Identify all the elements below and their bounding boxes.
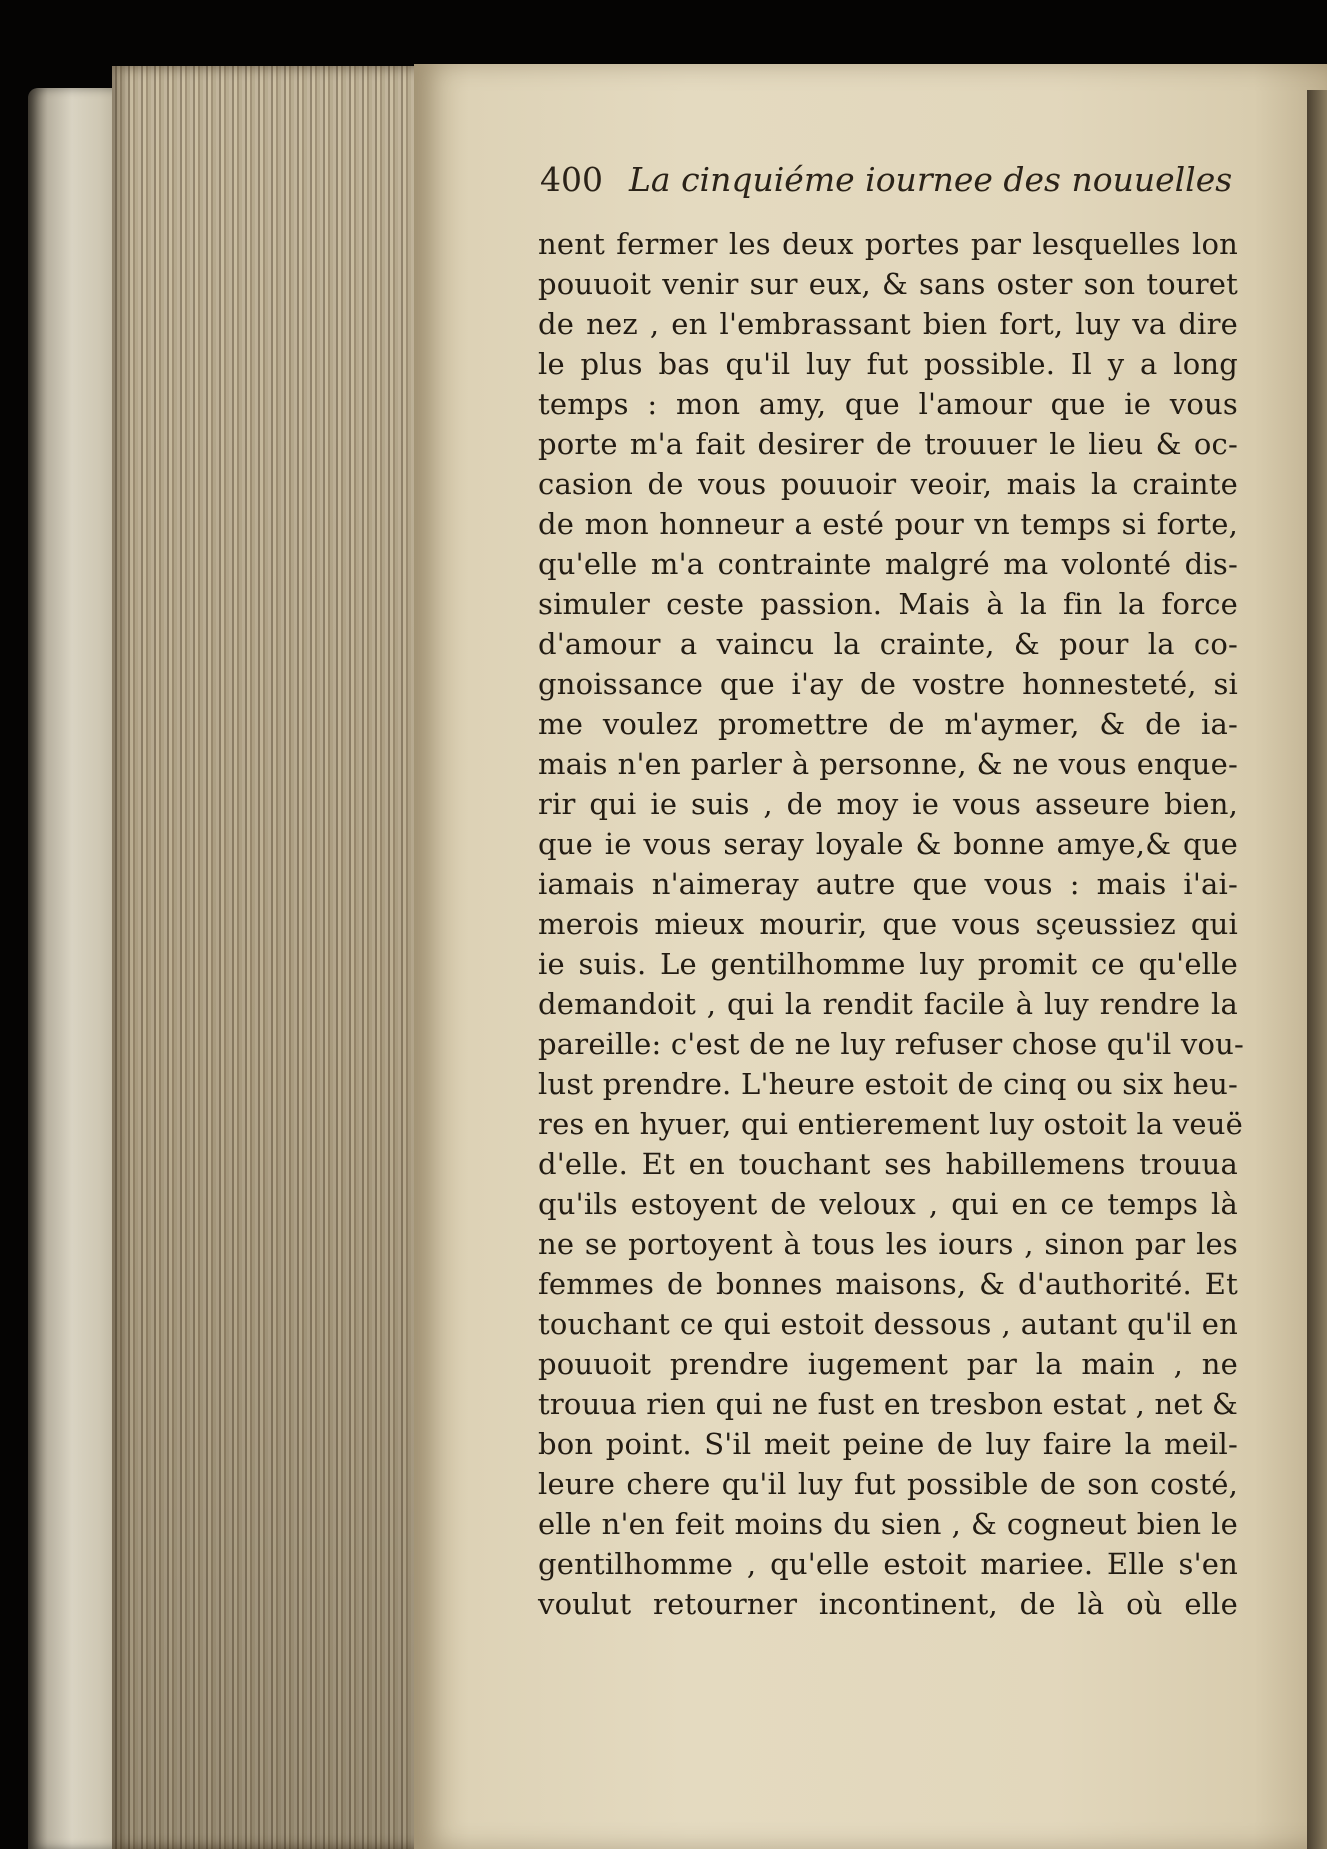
- text-line: res en hyuer, qui entierement luy ostoit la veuë: [538, 1107, 1244, 1141]
- text-line: trouua rien qui ne fust en tresbon estat , net &: [538, 1387, 1238, 1421]
- page-number: 400: [540, 160, 603, 199]
- text-line: mais n'en parler à personne, & ne vous enque-: [538, 747, 1238, 781]
- text-line: iamais n'aimeray autre que vous : mais i'ai-: [538, 867, 1238, 901]
- text-line: le plus bas qu'il luy fut possible. Il y a long: [538, 347, 1238, 381]
- text-line: rir qui ie suis , de moy ie vous asseure bien,: [538, 787, 1238, 821]
- text-line: simuler ceste passion. Mais à la fin la force: [538, 587, 1238, 621]
- text-line: de nez , en l'embrassant bien fort, luy va dire: [538, 307, 1238, 341]
- text-line: lust prendre. L'heure estoit de cinq ou six heu-: [538, 1067, 1238, 1101]
- text-line: leure chere qu'il luy fut possible de son costé,: [538, 1467, 1238, 1501]
- text-line: femmes de bonnes maisons, & d'authorité. Et: [538, 1267, 1238, 1301]
- text-line: pouuoit venir sur eux, & sans oster son touret: [538, 267, 1238, 301]
- text-line: gnoissance que i'ay de vostre honnesteté, si: [538, 667, 1238, 701]
- text-line: gentilhomme , qu'elle estoit mariee. Elle s'en: [538, 1547, 1238, 1581]
- text-line: d'elle. Et en touchant ses habillemens trouua: [538, 1147, 1238, 1181]
- text-line: pareille: c'est de ne luy refuser chose qu'il vou-: [538, 1027, 1245, 1061]
- text-line: ie suis. Le gentilhomme luy promit ce qu'elle: [538, 947, 1238, 981]
- facing-page-edge: [1307, 90, 1327, 1849]
- text-line: merois mieux mourir, que vous sçeussiez qui: [538, 907, 1238, 941]
- text-line: qu'elle m'a contrainte malgré ma volonté dis-: [538, 547, 1238, 581]
- text-line: pouuoit prendre iugement par la main , ne: [538, 1347, 1238, 1381]
- text-line: que ie vous seray loyale & bonne amye,& que: [538, 827, 1238, 861]
- text-line: de mon honneur a esté pour vn temps si forte,: [538, 507, 1238, 541]
- text-line: porte m'a fait desirer de trouuer le lieu & oc-: [538, 427, 1238, 461]
- text-line: casion de vous pouuoir veoir, mais la crainte: [538, 467, 1238, 501]
- body-text: [538, 224, 1245, 1624]
- text-line: touchant ce qui estoit dessous , autant qu'il en: [538, 1307, 1238, 1341]
- text-line: nent fermer les deux portes par lesquelles lon: [538, 227, 1238, 261]
- page-edges: [112, 66, 444, 1849]
- text-line: temps : mon amy, que l'amour que ie vous: [538, 387, 1238, 421]
- text-line: elle n'en feit moins du sien , & cogneut bien le: [538, 1507, 1238, 1541]
- text-line: bon point. S'il meit peine de luy faire la meil-: [538, 1427, 1238, 1461]
- running-header: [540, 160, 1233, 210]
- text-line: voulut retourner incontinent, de là où elle: [538, 1587, 1238, 1621]
- text-line: ne se portoyent à tous les iours , sinon par les: [538, 1227, 1238, 1261]
- text-line: demandoit , qui la rendit facile à luy rendre la: [538, 987, 1238, 1021]
- running-head-title: La cinquiéme iournee des nouuelles: [629, 160, 1233, 199]
- text-line: me voulez promettre de m'aymer, & de ia-: [538, 707, 1238, 741]
- text-line: qu'ils estoyent de veloux , qui en ce temps là: [538, 1187, 1238, 1221]
- text-line: d'amour a vaincu la crainte, & pour la co-: [538, 627, 1238, 661]
